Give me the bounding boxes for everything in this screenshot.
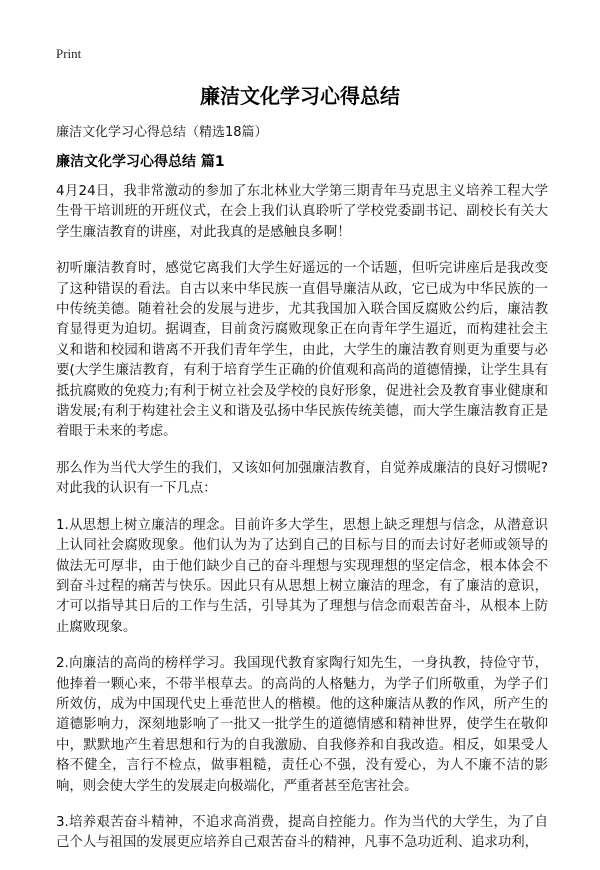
document-subtitle: 廉洁文化学习心得总结（精选18篇）	[56, 125, 268, 140]
page-title: 廉洁文化学习心得总结	[200, 84, 400, 108]
paragraph-2: 初听廉洁教育时，感觉它离我们大学生好遥远的一个话题，但听完讲座后是我改变了这种错误的看法。自古以来中华民族一直倡导廉洁从政，它已成为中华民族的一中传统美德。随着社会的发展与进步，尤其我国加入联合国反腐败公约后，廉洁教育显得更为迫切。据调查，目前贪污腐败现象正在向青年学生逼近，而构建社会主义和谐和校园和谐离不开我们青年学生，由此，大学生的廉洁教育则更为重要与必要(大学生廉洁教育，有利于培育学生正确的价值观和高尚的道德情操，让学生具有抵抗腐败的免疫力;有利于树立社会及学校的良好形象，促进社会及教育事业健康和谐发展;有利于构建社会主义和谐及弘扬中华民族传统美德，而大学生廉洁教育正是着眼于未来的考虑。	[56, 261, 548, 440]
paragraph-5: 2.向廉洁的高尚的榜样学习。我国现代教育家陶行知先生，一身执教，持俭守节，他捧着一颗心来，不带半根草去。的高尚的人格魅力，为学子们所敬重，为学子们所效仿，成为中国现代史上垂范世人的楷模。他的这种廉洁从教的作风，所产生的道德影响力，深刻地影响了一批又一批学生的道德情感和精神世界，使学生在敬仰中，默默地产生着思想和行为的自我激励、自我修养和自我改造。相反，如果受人格不健全，言行不检点，做事粗糙，责任心不强，没有爱心，为人不廉不洁的影响，则会使大学生的发展走向极端化，严重者甚至危害社会。	[56, 656, 548, 794]
section-heading: 廉洁文化学习心得总结 篇1	[56, 154, 225, 170]
paragraph-6: 3.培养艰苦奋斗精神，不追求高消费，提高自控能力。作为当代的大学生，为了自己个人与祖国的发展更应培养自己艰苦奋斗的精神，凡事不急功近利、追求功利，	[56, 814, 548, 851]
document-body	[56, 182, 548, 870]
paragraph-4: 1.从思想上树立廉洁的理念。目前许多大学生，思想上缺乏理想与信念，从潜意识上认同社会腐败现象。他们认为为了达到自己的目标与目的而去讨好老师或领导的做法无可厚非，由于他们缺少自己的奋斗理想与实现理想的坚定信念，根本体会不到奋斗过程的痛苦与快乐。因此只有从思想上树立廉洁的理念，有了廉洁的意识，才可以指导其日后的工作与生活，引导其为了理想与信念而艰苦奋斗，从根本上防止腐败现象。	[56, 517, 548, 635]
paragraph-1: 4月24日，我非常激动的参加了东北林业大学第三期青年马克思主义培养工程大学生骨干培训班的开班仪式，在会上我们认真聆听了学校党委副书记、副校长有关大学生廉洁教育的讲座，对此我真的是感触良多啊！	[56, 184, 548, 240]
print-link[interactable]: Print	[56, 46, 82, 61]
paragraph-3: 那么作为当代大学生的我们，又该如何加强廉洁教育，自觉养成廉洁的良好习惯呢?对此我的认识有一下几点：	[56, 460, 548, 497]
